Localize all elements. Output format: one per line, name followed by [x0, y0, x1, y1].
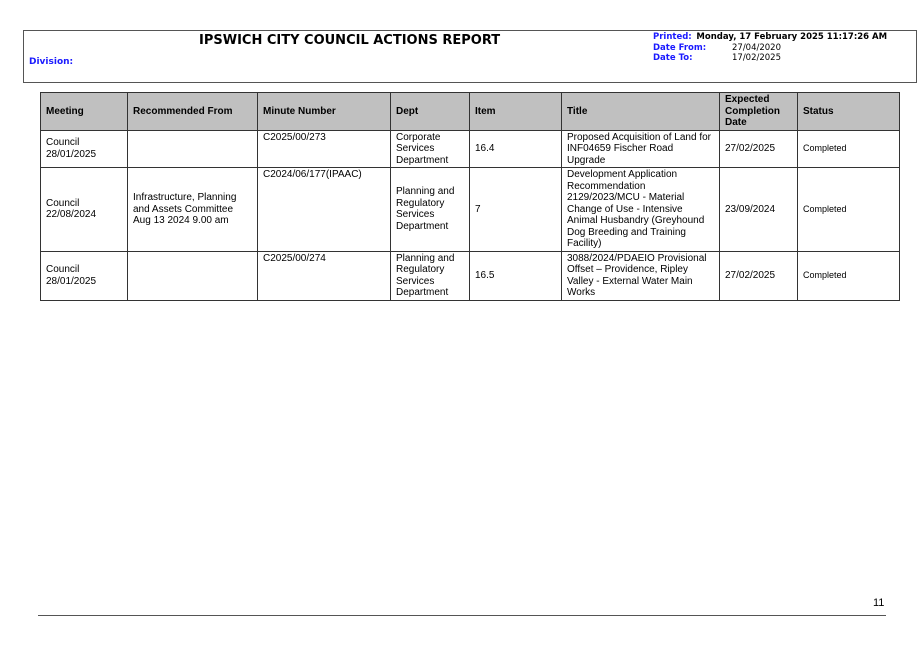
table-row	[41, 168, 900, 252]
title-cell: Proposed Acquisition of Land for INF04659 Fischer Road Upgrade	[562, 130, 720, 168]
recommended-from-cell	[128, 130, 258, 168]
date-to-label: Date To:	[653, 53, 693, 63]
meeting-cell: Council 28/01/2025	[41, 251, 128, 300]
title-cell: 3088/2024/PDAEIO Provisional Offset – Providence, Ripley Valley - External Water Main Works	[562, 251, 720, 300]
dept-cell: Planning and Regulatory Services Department	[391, 168, 470, 252]
column-header-minute-number: Minute Number	[258, 93, 391, 131]
title-cell: Development Application Recommendation 2129/2023/MCU - Material Change of Use - Intensive Animal Husbandry (Greyhound Dog Breeding and Training Facility)	[562, 168, 720, 252]
column-header-item: Item	[470, 93, 562, 131]
column-header-meeting: Meeting	[41, 93, 128, 131]
minute-number-cell: C2024/06/177(IPAAC)	[258, 168, 391, 252]
division-label: Division:	[29, 57, 74, 67]
recommended-from-cell: Infrastructure, Planning and Assets Committee Aug 13 2024 9.00 am	[128, 168, 258, 252]
minute-number-cell: C2025/00/273	[258, 130, 391, 168]
item-cell: 7	[470, 168, 562, 252]
table-row	[41, 130, 900, 168]
status-cell: Completed	[798, 251, 900, 300]
recommended-from-cell	[128, 251, 258, 300]
printed-label: Printed:	[653, 32, 692, 42]
dept-cell: Planning and Regulatory Services Department	[391, 251, 470, 300]
report-meta	[653, 32, 887, 64]
page-number: 11	[873, 597, 885, 609]
expected-completion-cell: 23/09/2024	[720, 168, 798, 252]
status-cell: Completed	[798, 130, 900, 168]
expected-completion-cell: 27/02/2025	[720, 251, 798, 300]
column-header-expected-completion-date: Expected Completion Date	[720, 93, 798, 131]
date-from-label: Date From:	[653, 42, 707, 53]
meeting-cell: Council 22/08/2024	[41, 168, 128, 252]
date-from-row	[653, 43, 887, 54]
printed-row	[653, 32, 887, 43]
column-header-dept: Dept	[391, 93, 470, 131]
footer-divider	[38, 615, 886, 616]
date-from-value: 27/04/2020	[732, 42, 781, 53]
meeting-cell: Council 28/01/2025	[41, 130, 128, 168]
column-header-recommended-from: Recommended From	[128, 93, 258, 131]
item-cell: 16.4	[470, 130, 562, 168]
dept-cell: Corporate Services Department	[391, 130, 470, 168]
table-row	[41, 251, 900, 300]
printed-value: Monday, 17 February 2025 11:17:26 AM	[696, 32, 888, 42]
column-header-status: Status	[798, 93, 900, 131]
item-cell: 16.5	[470, 251, 562, 300]
expected-completion-cell: 27/02/2025	[720, 130, 798, 168]
report-title: IPSWICH CITY COUNCIL ACTIONS REPORT	[199, 33, 501, 48]
actions-table	[40, 92, 900, 301]
status-cell: Completed	[798, 168, 900, 252]
date-to-value: 17/02/2025	[732, 53, 781, 63]
minute-number-cell: C2025/00/274	[258, 251, 391, 300]
table-header-row	[41, 93, 900, 131]
report-header	[23, 30, 917, 83]
date-to-row	[653, 53, 887, 64]
column-header-title: Title	[562, 93, 720, 131]
